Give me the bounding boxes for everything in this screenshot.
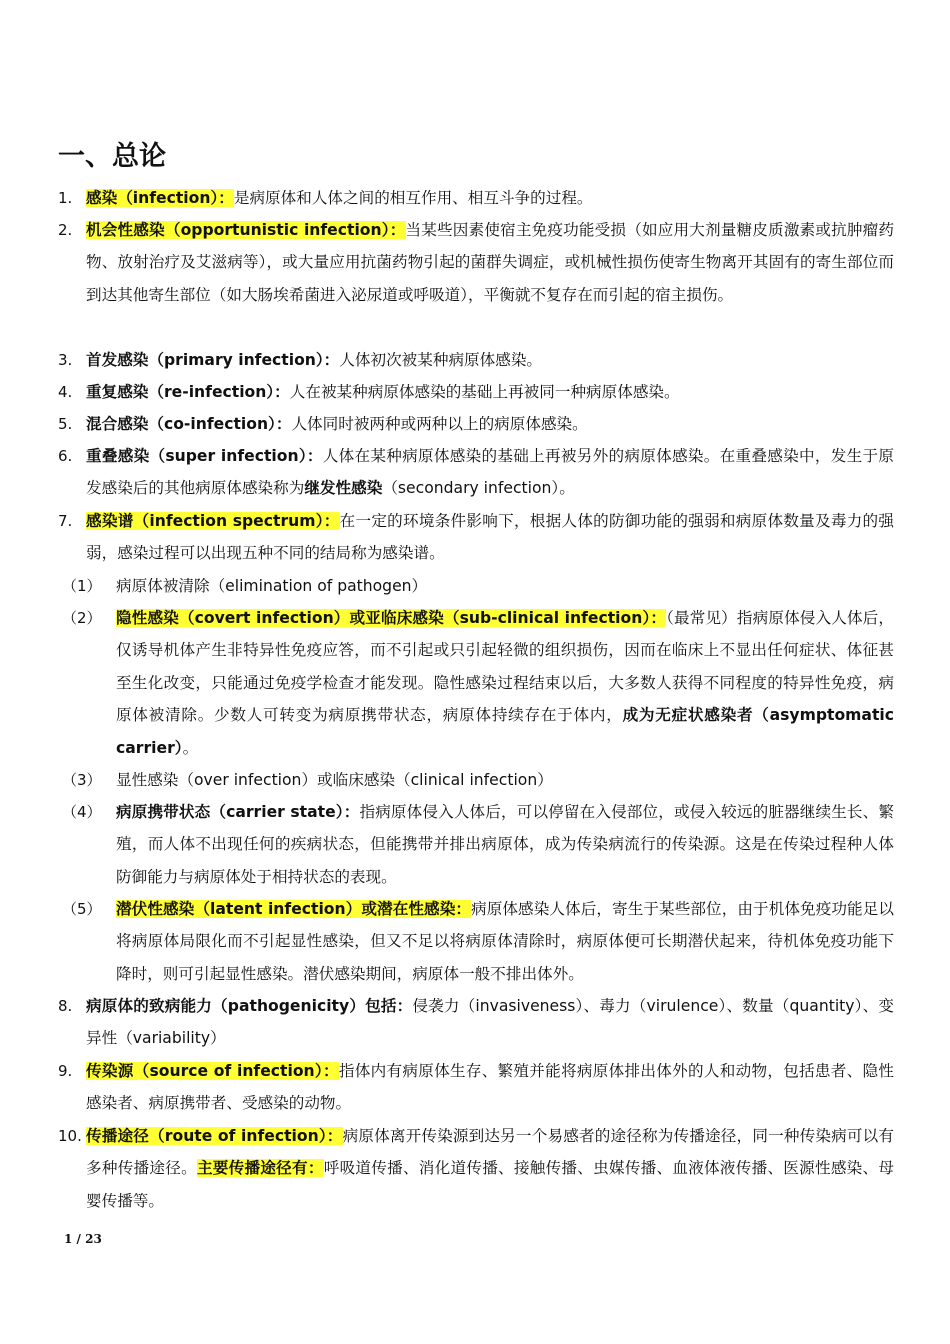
term-highlight: 传播途径（route of infection）： <box>86 1127 343 1145</box>
item-text <box>86 408 894 440</box>
item-number: 10. <box>58 1127 82 1145</box>
definition-text: 人体在某种病原体感染的基础上再被另外的病原体感染。在重叠感染中，发生于原发感染后的其他病原体感染称为 <box>86 447 894 498</box>
item-text <box>86 440 894 505</box>
item-text <box>86 182 894 214</box>
item-number: （2） <box>62 609 102 627</box>
term-bold: 病原体的致病能力（pathogenicity）包括： <box>86 997 413 1015</box>
item-number: 6. <box>58 447 73 465</box>
item-text <box>116 893 894 990</box>
item-number: （5） <box>62 900 102 918</box>
item-number: 1. <box>58 189 73 207</box>
term-bold: 混合感染（co-infection）： <box>86 415 292 433</box>
term-highlight: 隐性感染（covert infection）或亚临床感染（sub-clinical infection）： <box>116 609 667 627</box>
item-text <box>86 214 894 311</box>
item-text <box>116 764 894 796</box>
term-bold: 继发性感染 <box>304 479 383 498</box>
term-highlight: 传染源（source of infection）： <box>86 1062 339 1080</box>
term-bold: 重叠感染（super infection）： <box>86 447 323 465</box>
term-bold: 成为无症状感染者（asymptomatic carrier） <box>116 706 894 757</box>
section-title: 一、总论 <box>58 141 166 172</box>
item-number: （3） <box>62 771 102 789</box>
term-highlight: 感染（infection）： <box>86 189 234 207</box>
item-text <box>116 796 894 893</box>
definition-text: （secondary infection）。 <box>382 479 575 498</box>
definition-text: 人体初次被某种病原体感染。 <box>339 351 543 369</box>
definition-text: 指体内有病原体生存、繁殖并能将病原体排出体外的人和动物，包括患者、隐性感染者、病原携带者、受感染的动物。 <box>86 1062 894 1113</box>
term-highlight: 感染谱（infection spectrum）： <box>86 512 340 530</box>
definition-text: 人在被某种病原体感染的基础上再被同一种病原体感染。 <box>289 383 680 401</box>
item-text <box>86 505 894 570</box>
term-bold: 病原携带状态（carrier state）： <box>116 803 360 821</box>
definition-text: 指病原体侵入人体后，可以停留在入侵部位，或侵入较远的脏器继续生长、繁殖，而人体不出现任何的疾病状态，但能携带并排出病原体，成为传染病流行的传染源。这是在传染过程种人体防御能力与病原体处于相持状态的表现。 <box>116 803 894 886</box>
page-number: 1 / 23 <box>64 1232 102 1246</box>
item-number: 3. <box>58 351 73 369</box>
definition-text: （最常见）指病原体侵入人体后，仅诱导机体产生非特异性免疫应答，而不引起或只引起轻微的组织损伤，因而在临床上不显出任何症状、体征甚至生化改变，只能通过免疫学检查才能发现。隐性感染过程结束以后，大多数人获得不同程度的特异性免疫，病原体被清除。少数人可转变为病原携带状态，病原体持续存在于体内， <box>116 609 894 725</box>
item-number: （4） <box>62 803 102 821</box>
item-number: （1） <box>62 577 102 595</box>
definition-text: 人体同时被两种或两种以上的病原体感染。 <box>291 415 588 433</box>
item-number: 8. <box>58 997 73 1015</box>
definition-text: 呼吸道传播、消化道传播、接触传播、虫媒传播、血液体液传播、医源性感染、母婴传播等。 <box>86 1159 894 1210</box>
definition-text: 是病原体和人体之间的相互作用、相互斗争的过程。 <box>233 189 593 207</box>
item-text <box>86 376 894 408</box>
item-text <box>86 344 894 376</box>
item-number: 9. <box>58 1062 73 1080</box>
term-bold: 首发感染（primary infection）： <box>86 351 340 369</box>
item-number: 5. <box>58 415 73 433</box>
item-text <box>116 602 894 764</box>
item-number: 4. <box>58 383 73 401</box>
term-highlight: 主要传播途径有： <box>196 1159 324 1178</box>
item-text <box>116 570 894 602</box>
definition-text: 病原体离开传染源到达另一个易感者的途径称为传播途径，同一种传染病可以有多种传播途径。 <box>86 1127 894 1178</box>
item-text <box>86 1055 894 1120</box>
item-number: 2. <box>58 221 73 239</box>
item-number: 7. <box>58 512 73 530</box>
term-bold: 重复感染（re-infection）： <box>86 383 290 401</box>
term-highlight: 潜伏性感染（latent infection）或潜在性感染： <box>116 900 472 918</box>
definition-text: 显性感染（over infection）或临床感染（clinical infection） <box>116 771 553 789</box>
definition-text: 病原体感染人体后，寄生于某些部位，由于机体免疫功能足以将病原体局限化而不引起显性感染，但又不足以将病原体清除时，病原体便可长期潜伏起来，待机体免疫功能下降时，则可引起显性感染。潜伏感染期间，病原体一般不排出体外。 <box>116 900 894 983</box>
item-text <box>86 990 894 1055</box>
definition-text: 病原体被清除（elimination of pathogen） <box>116 577 428 595</box>
definition-text: 当某些因素使宿主免疫功能受损（如应用大剂量糖皮质激素或抗肿瘤药物、放射治疗及艾滋病等），或大量应用抗菌药物引起的菌群失调症，或机械性损伤使寄生物离开其固有的寄生部位而到达其他寄生部位（如大肠埃希菌进入泌尿道或呼吸道），平衡就不复存在而引起的宿主损伤。 <box>86 221 894 304</box>
definition-text: 侵袭力（invasiveness）、毒力（virulence）、数量（quantity）、变异性（variability） <box>86 997 894 1048</box>
definition-text: 在一定的环境条件影响下，根据人体的防御功能的强弱和病原体数量及毒力的强弱，感染过程可以出现五种不同的结局称为感染谱。 <box>86 512 894 563</box>
term-highlight: 机会性感染（opportunistic infection）： <box>86 221 406 239</box>
definition-text: 。 <box>182 738 199 757</box>
item-text <box>86 1120 894 1217</box>
